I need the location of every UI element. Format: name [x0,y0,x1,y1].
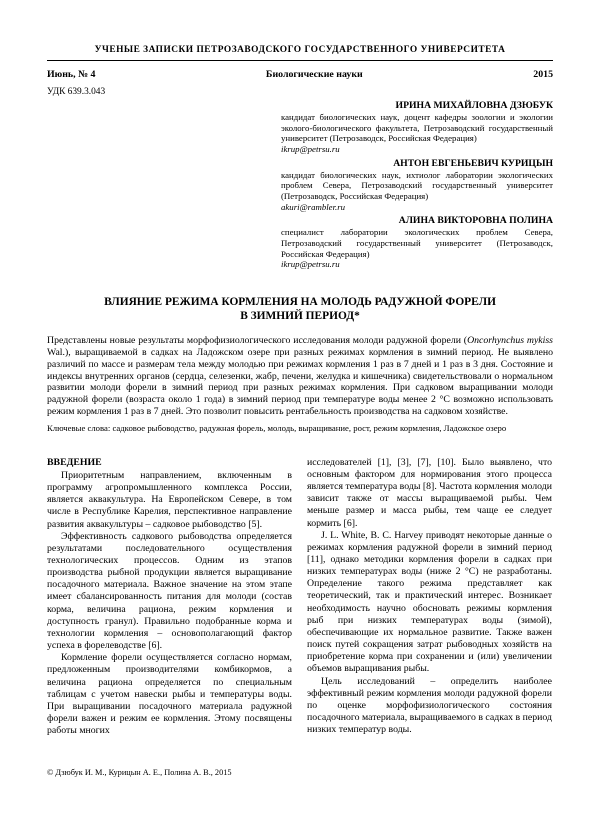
keywords: Ключевые слова: садковое рыбоводство, радужная форель, молодь, выращивание, рост, режим кормления, Ладожское озеро [47,423,507,434]
author-affiliation: специалист лаборатории экологических проблем Севера, Петрозаводский государственный университет (Петрозаводск, Российская Федерация) [281,227,553,259]
abstract-text-start: Представлены новые результаты морфофизиологического исследования молоди радужной форели ( [47,334,468,346]
abstract-text-end: Wal.), выращиваемой в садках на Ладожском озере при разных режимах кормления в зимний период. Не выявлено различий по массе и размерам тела между молодью при режимах кормления 1 раз в 7 дней и 1 раз в 3 дня. Состояние и индексы внутренних органов (сердца, селезенки, жабр, печени, желудка и кишечника) свидетельствовали о нормальном развитии молоди форели в зимний период при разных режимах кормления. При садковом выращивании молоди радужной форели (возраста около 1 года) в зимний период при температуре воды менее 2 °C возможно использовать режим кормления 1 раз в 7 дней. Это позволит повысить рентабельность производства на садковом хозяйстве. [47,346,553,418]
left-column [47,457,292,738]
author-entry [47,100,553,155]
author-email: akuri@rambler.ru [281,201,346,212]
body-paragraph: Приоритетным направлением, включенным в программу агропромышленного комплекса России, является аквакультура. На Европейском Севере, в том числе в Республике Карелия, перспективное направление развития аквакультуры – садковое рыбоводство [5]. [47,469,292,530]
body-columns [47,457,553,738]
author-entry [47,215,553,270]
header-divider [47,60,553,61]
copyright-note: © Дзюбук И. М., Курицын А. Е., Полина А. В., 2015 [47,768,232,777]
author-email: ikrup@petrsu.ru [281,259,340,270]
abstract [47,335,553,418]
author-affiliation: кандидат биологических наук, ихтиолог лаборатории экологических проблем Севера, Петрозаводский государственный университет (Петрозаводск, Российская Федерация) [281,169,553,202]
author-name: ИРИНА МИХАЙЛОВНА ДЗЮБУК [395,100,553,111]
issue-label: Июнь, № 4 [47,69,96,80]
journal-title: УЧЕНЫЕ ЗАПИСКИ ПЕТРОЗАВОДСКОГО ГОСУДАРСТВЕННОГО УНИВЕРСИТЕТА [94,45,506,55]
body-paragraph: исследователей [1], [3], [7], [10]. Было выявлено, что основным фактором для нормирования этого процесса является температура воды [8]. Частота кормления молоди зависит также от массы выращиваемой рыбы. Чем меньше размер и масса рыбы, тем чаще ее следует кормить [6]. [307,456,552,529]
year-label: 2015 [533,69,553,80]
body-paragraph: Кормление форели осуществляется согласно нормам, предложенным производителями комбикормов, а величина рациона определяется по специальным таблицам с учетом навески рыбы и температуры воды. При выращивании посадочного материала радужной форели важен и режим ее кормления. Этому посвящены работы многих [47,652,292,737]
author-name: АЛИНА ВИКТОРОВНА ПОЛИНА [398,215,553,227]
article-title-line2: В ЗИМНИЙ ПЕРИОД* [240,309,360,322]
section-label: Биологические науки [265,69,363,80]
author-entry [47,158,553,213]
authors-block [47,100,553,270]
body-paragraph: Эффективность садкового рыбоводства определяется результатами последовательного осуществления технологических процессов. Одним из этапов производства рыбной продукции является выращивание посадочного материала. Важное значение на этом этапе имеет сбалансированность питания для молоди (состав корма, величина рациона, режим кормления и доступность гранул). Правильно подобранные корма и технологии кормления – основополагающий фактор успеха в форелеводстве [6]. [47,530,292,652]
udc-code: УДК 639.3.043 [47,87,106,97]
section-heading-introduction: ВВЕДЕНИЕ [47,456,102,468]
issue-row [47,69,553,80]
article-title-line1: ВЛИЯНИЕ РЕЖИМА КОРМЛЕНИЯ НА МОЛОДЬ РАДУЖНОЙ ФОРЕЛИ [104,295,496,308]
body-paragraph: Цель исследований – определить наиболее эффективный режим кормления молоди радужной форели по оценке морфофизиологического состояния посадочного материала, выращиваемого в садках в период низких температур воды. [307,675,552,736]
right-column [307,457,552,738]
article-title [47,295,553,323]
author-affiliation: кандидат биологических наук, доцент кафедры зоологии и экологии эколого-биологического факультета, Петрозаводский государственный университет (Петрозаводск, Российская Федерация) [281,112,553,144]
author-name: АНТОН ЕВГЕНЬЕВИЧ КУРИЦЫН [393,157,553,169]
author-email: ikrup@petrsu.ru [281,144,340,155]
species-name: Oncorhynchus mykiss [467,334,553,346]
body-paragraph: J. L. White, B. C. Harvey приводят некоторые данные о режимах кормления радужной форели в зимний период [11], однако методики кормления форели в садках при низких температурах воды (ниже 2 °C) не разработаны. Определение такого режима представляет как теоретический, так и практический интерес. Возникает необходимость научно обосновать режимы кормления рыб при низких температурах воды (зимой), обеспечивающие их нормальное развитие. Также важен поиск путей сокращения затрат рыбоводных хозяйств на приобретение корма при сохранении и (или) увеличении объемов выращивания рыбы. [307,529,552,675]
